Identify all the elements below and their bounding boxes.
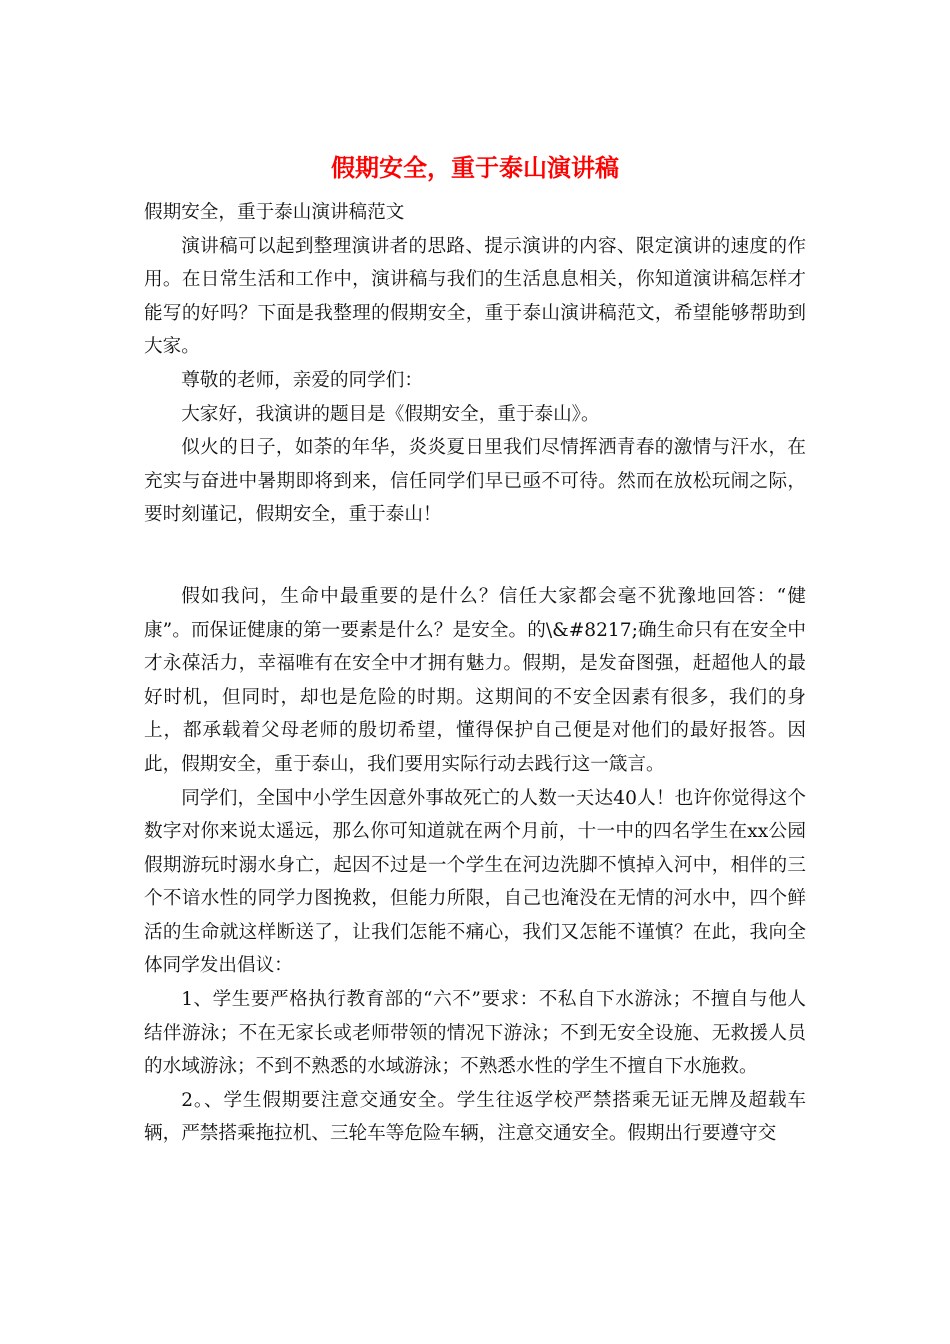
paragraph-spacer bbox=[144, 532, 806, 580]
document-title: 假期安全，重于泰山演讲稿 bbox=[331, 153, 619, 182]
document-subtitle: 假期安全，重于泰山演讲稿范文 bbox=[144, 202, 405, 223]
paragraph-rule-traffic: 2。、学生假期要注意交通安全。学生往返学校严禁搭乘无证无牌及超载车辆，严禁搭乘拖拉机、三轮车等危险车辆，注意交通安全。假期出行要遵守交 bbox=[144, 1089, 806, 1145]
document-body bbox=[144, 196, 806, 1151]
paragraph-greeting: 尊敬的老师，亲爱的同学们： bbox=[181, 369, 423, 391]
paragraph-intro: 演讲稿可以起到整理演讲者的思路、提示演讲的内容、限定演讲的速度的作用。在日常生活和工作中，演讲稿与我们的生活息息相关，你知道演讲稿怎样才能写的好吗？下面是我整理的假期安全，重于泰山演讲稿范文，希望能够帮助到大家。 bbox=[144, 235, 806, 358]
paragraph-accident-story: 同学们，全国中小学生因意外事故死亡的人数一天达40人！也许你觉得这个数字对你来说太遥远，那么你可知道就在两个月前，十一中的四名学生在xx公园假期游玩时溺水身亡，起因不过是一个学生在河边洗脚不慎掉入河中，相伴的三个不谙水性的同学力图挽救，但能力所限，自己也淹没在无情的河水中，四个鲜活的生命就这样断送了，让我们怎能不痛心，我们又怎能不谨慎？在此，我向全体同学发出倡议： bbox=[144, 787, 806, 977]
paragraph-safety-importance: 假如我问，生命中最重要的是什么？信任大家都会毫不犹豫地回答：“健康”。而保证健康的第一要素是什么？是安全。的\&#8217;确生命只有在安全中才永葆活力，幸福唯有在安全中才拥有魅力。假期，是发奋图强，赶超他人的最好时机，但同时，却也是危险的时期。这期间的不安全因素有很多，我们的身上，都承载着父母老师的殷切希望，懂得保护自己便是对他们的最好报答。因此，假期安全，重于泰山，我们要用实际行动去践行这一箴言。 bbox=[144, 585, 806, 775]
paragraph-rule-swimming: 1、学生要严格执行教育部的“六不”要求：不私自下水游泳；不擅自与他人结伴游泳；不在无家长或老师带领的情况下游泳；不到无安全设施、无救援人员的水域游泳；不到不熟悉的水域游泳；不熟悉水性的学生不擅自下水施救。 bbox=[144, 989, 806, 1078]
paragraph-summer: 似火的日子，如荼的年华，炎炎夏日里我们尽情挥洒青春的激情与汗水，在充实与奋进中暑期即将到来，信任同学们早已亟不可待。然而在放松玩闹之际，要时刻谨记，假期安全，重于泰山！ bbox=[144, 437, 806, 526]
paragraph-topic: 大家好，我演讲的题目是《假期安全，重于泰山》。 bbox=[181, 403, 600, 425]
